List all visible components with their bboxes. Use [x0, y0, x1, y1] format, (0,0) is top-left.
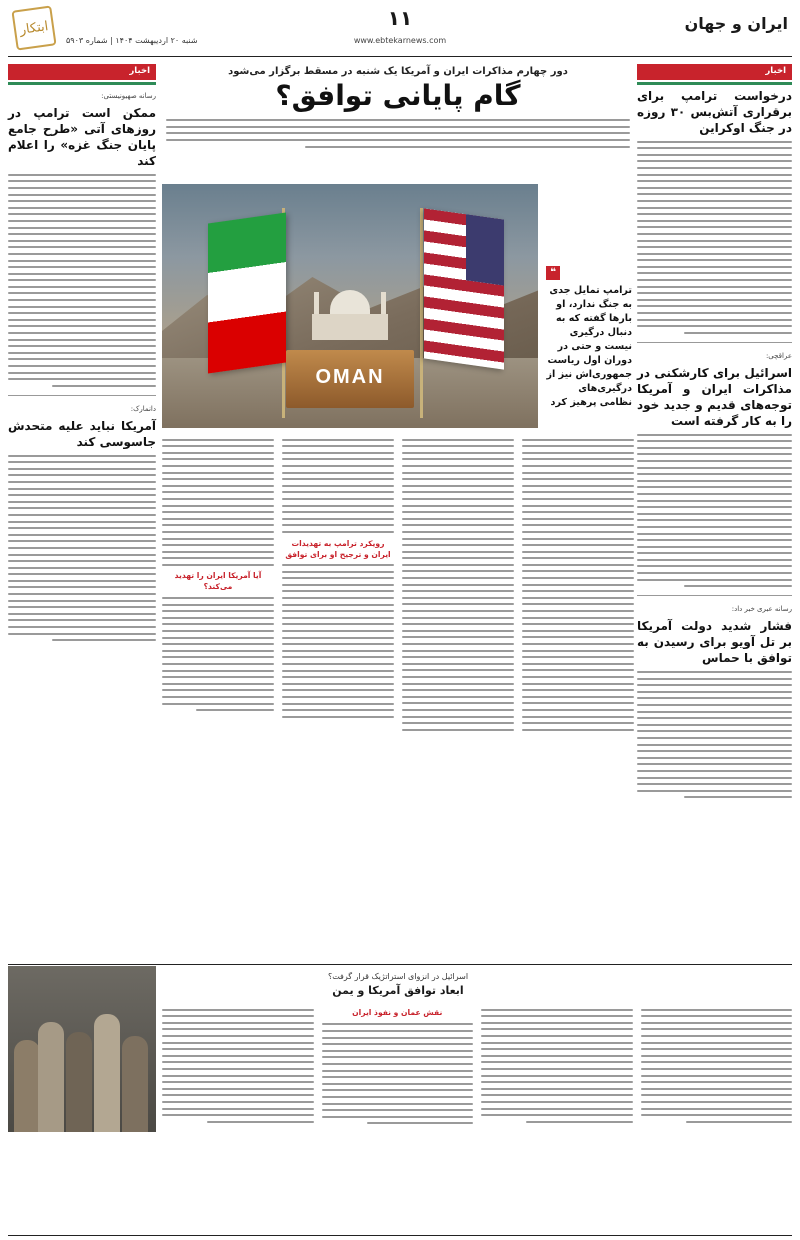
- left-news-column: [8, 64, 156, 646]
- body-column: [162, 434, 274, 962]
- lead-story-header: [162, 64, 634, 152]
- story-title-ukraine: درخواست ترامپ برای برقراری آتش‌بس ۳۰ روزه در جنگ اوکراین: [637, 89, 793, 135]
- story-kicker-hamas: رسانه عبری خبر داد:: [731, 605, 792, 614]
- news-label: اخبار: [8, 64, 156, 80]
- site-url[interactable]: www.ebtekarnews.com: [353, 36, 447, 45]
- body-column: [162, 1004, 314, 1214]
- iran-flag: [208, 213, 286, 374]
- lead-story-body: [162, 434, 634, 962]
- lower-kicker: اسرائیل در انزوای استراتژیک قرار گرفت؟: [327, 972, 469, 981]
- usa-flag: [424, 208, 504, 369]
- story-body-hamas: [637, 671, 792, 798]
- lead-title: گام پایانی توافق؟: [275, 79, 521, 113]
- lead-kicker: دور چهارم مذاکرات ایران و آمریکا یک شنبه در مسقط برگزار می‌شود: [228, 66, 568, 77]
- subhead-trump: رویکرد ترامپ به تهدیدات ایران و ترجیح او برای توافق: [285, 538, 391, 559]
- story-title-araghchi: اسرائیل برای کارشکنی در مذاکرات ایران و آمریکا توجه‌های قدیم و جدید خود را به کار گرفته است: [637, 366, 792, 429]
- pullquote-text: ترامپ تمایل جدی به جنگ ندارد، او بارها گفته که به دنبال درگیری نیست و حتی در دوران اول ریاست جمهوری‌اش نیز از درگیری‌های نظامی پرهیز کرد: [546, 285, 632, 408]
- page-number: ۱۱: [387, 6, 413, 30]
- divider: [637, 595, 792, 596]
- pullquote: [544, 266, 632, 410]
- body-column: [522, 434, 634, 962]
- newspaper-logo: ابتکار: [11, 5, 56, 50]
- divider: [8, 395, 156, 396]
- masthead: [8, 6, 792, 52]
- yemen-photo: [8, 966, 156, 1132]
- section-rule: [8, 964, 792, 965]
- right-news-column: [637, 64, 792, 803]
- subhead-oman: نقش عمان و نفوذ ایران: [352, 1008, 443, 1017]
- podium-label: OMAN: [315, 366, 385, 388]
- header-rule: [8, 56, 792, 57]
- divider: [637, 342, 792, 343]
- story-title-gaza: ممکن است ترامپ در روزهای آتی «طرح جامع پایان جنگ غزه» را اعلام کند: [8, 106, 156, 169]
- story-kicker-denmark: دانمارک:: [130, 404, 156, 413]
- story-title-hamas: فشار شدید دولت آمریکا بر تل آویو برای رسیدن به توافق با حماس: [637, 619, 792, 666]
- story-kicker-araghchi: عراقچی:: [765, 351, 792, 360]
- story-body-gaza: [8, 174, 156, 387]
- label-accent: [8, 82, 156, 85]
- mosque-illustration: [312, 290, 388, 340]
- quote-icon: ❝: [546, 266, 560, 280]
- lead-intro: [162, 119, 634, 147]
- news-label: اخبار: [637, 64, 792, 80]
- story-body-araghchi: [637, 434, 792, 588]
- body-column: [402, 434, 514, 962]
- subhead-threat: آیا آمریکا ایران را تهدید می‌کند؟: [174, 571, 262, 592]
- body-column: [481, 1004, 633, 1214]
- body-column: [282, 434, 394, 962]
- flag-pole: [420, 208, 423, 418]
- story-body-ukraine: [637, 141, 792, 334]
- section-title: ایران و جهان: [684, 14, 788, 33]
- footer-rule: [8, 1235, 792, 1236]
- story-title-denmark: آمریکا نباید علیه متحدش جاسوسی کند: [8, 419, 156, 449]
- lower-story-body: [162, 1004, 792, 1214]
- issue-line: شنبه ۲۰ اردیبهشت ۱۴۰۴ | شماره ۵۹۰۳: [66, 36, 198, 45]
- label-accent: [637, 82, 792, 85]
- lower-title: ابعاد توافق آمریکا و یمن: [332, 984, 464, 997]
- body-column: [322, 1004, 474, 1214]
- body-column: [641, 1004, 793, 1214]
- lead-photo-flags-oman: [162, 184, 538, 428]
- story-body-denmark: [8, 455, 156, 642]
- podium: [286, 350, 414, 408]
- story-kicker-gaza: رسانه صهیونیستی:: [101, 92, 156, 100]
